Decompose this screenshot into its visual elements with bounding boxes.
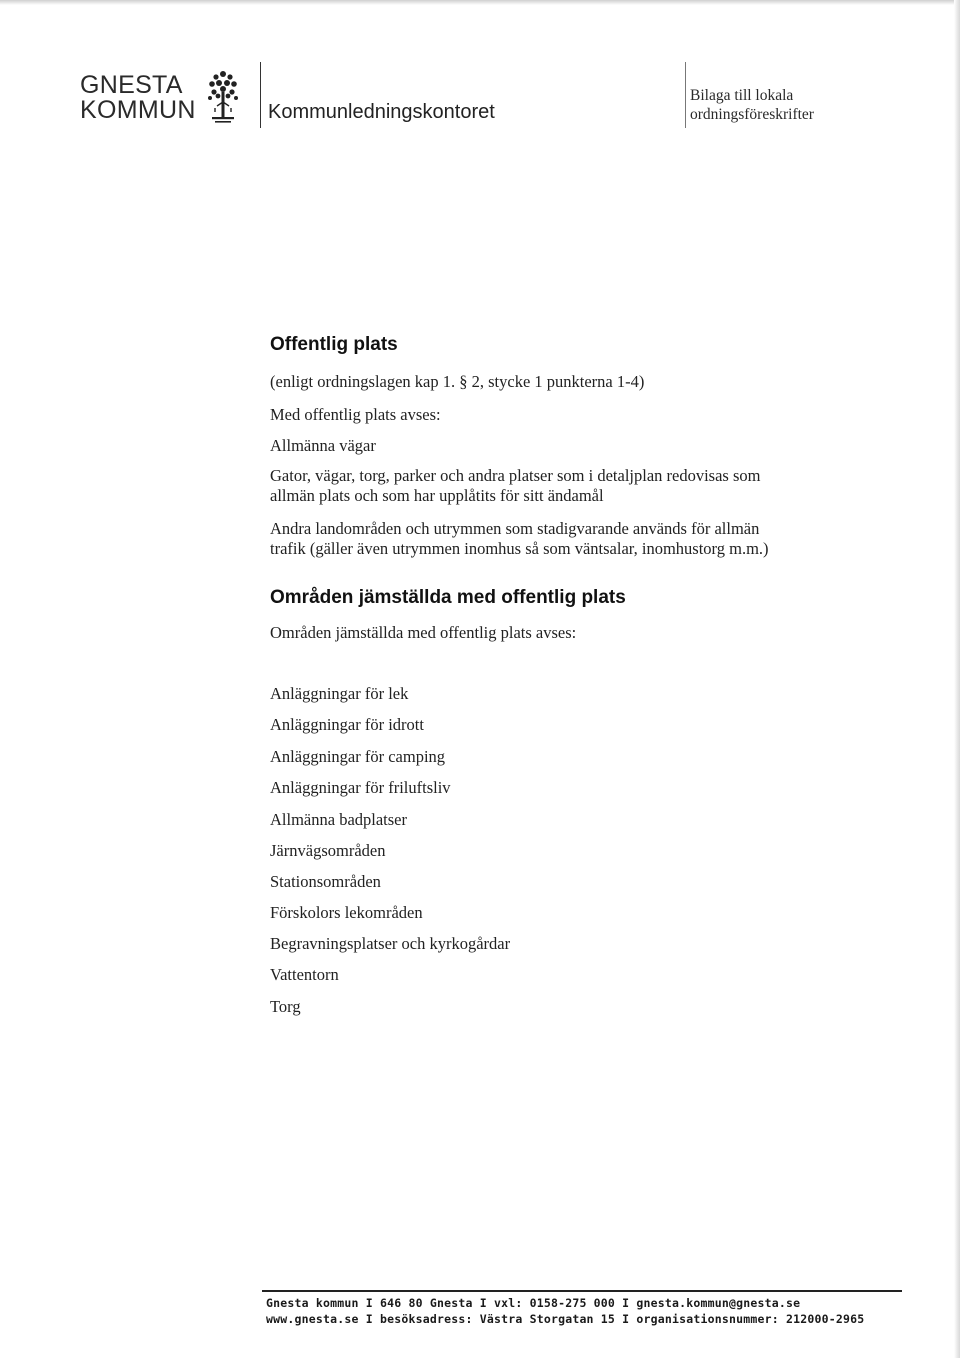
- footer-contact-line: Gnesta kommun I 646 80 Gnesta I vxl: 0158-275 000 I gnesta.kommun@gnesta.se: [266, 1296, 801, 1310]
- office-name: Kommunledningskontoret: [268, 101, 495, 123]
- list-item: Stationsområden: [270, 872, 381, 891]
- heading-omraden-jamstallda: Områden jämställda med offentlig plats: [270, 587, 626, 608]
- logo-text-gnesta: GNESTA: [80, 71, 183, 99]
- section1-category: Allmänna vägar: [270, 436, 376, 455]
- attachment-label-line1: Bilaga till lokala: [690, 87, 794, 104]
- heading-offentlig-plats: Offentlig plats: [270, 334, 398, 355]
- section1-paragraph2-line1: Andra landområden och utrymmen som stadigvarande används för allmän: [270, 519, 760, 538]
- list-item: Anläggningar för lek: [270, 684, 409, 703]
- section1-paragraph1-line2: allmän plats och som har upplåtits för sitt ändamål: [270, 486, 604, 505]
- header-divider: [260, 62, 261, 128]
- list-item: Allmänna badplatser: [270, 810, 407, 829]
- footer-address-line: www.gnesta.se I besöksadress: Västra Storgatan 15 I organisationsnummer: 212000-2965: [266, 1312, 865, 1326]
- list-item: Begravningsplatser och kyrkogårdar: [270, 934, 511, 953]
- list-item: Torg: [270, 997, 301, 1016]
- list-item: Anläggningar för friluftsliv: [270, 778, 451, 797]
- section1-paragraph1-line1: Gator, vägar, torg, parker och andra platser som i detaljplan redovisas som: [270, 466, 761, 485]
- scan-edge-top: [0, 0, 960, 5]
- list-item: Järnvägsområden: [270, 841, 386, 860]
- list-item: Anläggningar för idrott: [270, 715, 424, 734]
- municipal-tree-emblem-icon: [206, 68, 240, 126]
- list-item: Anläggningar för camping: [270, 747, 446, 766]
- section1-intro: Med offentlig plats avses:: [270, 405, 441, 424]
- logo-text-kommun: KOMMUN: [80, 96, 196, 124]
- footer-divider: [262, 1290, 902, 1292]
- scan-edge-right: [954, 0, 960, 1358]
- list-item: Förskolors lekområden: [270, 903, 423, 922]
- attachment-label: [690, 86, 814, 124]
- header-right-divider: [685, 62, 686, 128]
- section1-paragraph2-line2: trafik (gäller även utrymmen inomhus så som väntsalar, inomhustorg m.m.): [270, 539, 769, 558]
- section1-subtitle: (enligt ordningslagen kap 1. § 2, stycke 1 punkterna 1-4): [270, 372, 645, 391]
- list-item: Vattentorn: [270, 965, 339, 984]
- attachment-label-line2: ordningsföreskrifter: [690, 106, 814, 123]
- section2-intro: Områden jämställda med offentlig plats avses:: [270, 623, 577, 642]
